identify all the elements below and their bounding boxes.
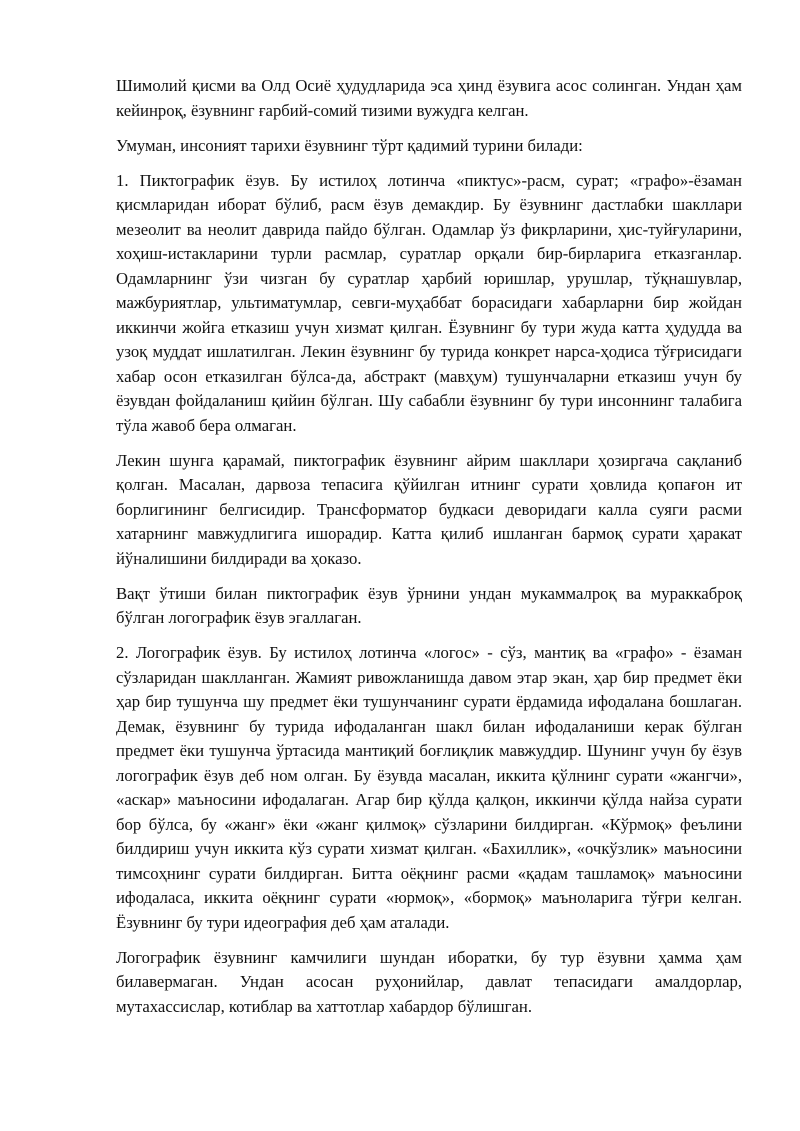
paragraph-logographic: 2. Логографик ёзув. Бу истилоҳ лотинча «логос» - сўз, мантиқ ва «графо» - ёзаман сўзларидан шаклланган. Жамият ривожланишда давом этар экан, ҳар бир предмет ёки ҳар бир тушунча шу предмет ёки тушунчанинг сурати ёрдамида ифодалана бошлаган. Демак, ёзувнинг бу турида ифодаланган шакл билан ифодаланиши керак бўлган предмет ёки тушунча ўртасида мантиқий боғлиқлик мавжуддир. Шунинг учун бу ёзув логографик ёзув деб ном олган. Бу ёзувда масалан, иккита қўлнинг сурати «жангчи», «аскар» маъносини ифодалаган. Агар бир қўлда қалқон, иккинчи қўлда найза сурати бор бўлса, бу «жанг» ёки «жанг қилмоқ» сўзларини билдирган. «Кўрмоқ» феълини билдириш учун иккита кўз сурати хизмат қилган. «Бахиллик», «очкўзлик» маъносини тимсоҳнинг сурати билдирган. Битта оёқнинг расми «қадам ташламоқ» маъносини ифодаласа, иккита оёқнинг сурати «юрмоқ», «бормоқ» маъноларига тўғри келган. Ёзувнинг бу тури идеография деб ҳам аталади. [116, 643, 742, 932]
document-body [116, 74, 742, 1030]
paragraph-logographic-drawback: Логографик ёзувнинг камчилиги шундан иборатки, бу тур ёзувни ҳамма ҳам билавермаган. Ундан асосан руҳонийлар, давлат тепасидаги амалдорлар, мутахассислар, котиблар ва хаттотлар хабардор бўлишган. [116, 947, 742, 1016]
paragraph-pictographic: 1. Пиктографик ёзув. Бу истилоҳ лотинча «пиктус»-расм, сурат; «графо»-ёзаман қисмларидан иборат бўлиб, расм ёзув демакдир. Бу ёзувнинг дастлабки шакллари мезеолит ва неолит даврида пайдо бўлган. Одамлар ўз фикрларини, ҳис-туйғуларини, хоҳиш-истакларини турли расмлар, суратлар орқали бир-бирларига етказганлар. Одамларнинг ўзи чизган бу суратлар ҳарбий юришлар, урушлар, тўқнашувлар, мажбуриятлар, ультиматумлар, севги-муҳаббат борасидаги хабарларни бир жойдан иккинчи жойга етказиш учун хизмат қилган. Ёзувнинг бу тури жуда катта ҳудудда ва узоқ муддат ишлатилган. Лекин ёзувнинг бу турида конкрет нарса-ҳодиса тўғрисидаги хабар осон етказилган бўлса-да, абстракт (мавҳум) тушунчаларни етказиш учун бу ёзувдан фойдаланиш қийин бўлган. Шу сабабли ёзувнинг бу тури инсоннинг талабига тўла жавоб бера олмаган. [116, 170, 742, 435]
paragraph-pictographic-remnants: Лекин шунга қарамай, пиктографик ёзувнинг айрим шакллари ҳозиргача сақланиб қолган. Масалан, дарвоза тепасига қўйилган итнинг сурати ҳовлида қопағон ит борлигининг белгисидир. Трансформатор будкаси деворидаги калла суяги расми хатарнинг мавжудлигига ишорадир. Катта қилиб ишланган бармоқ сурати ҳаракат йўналишини билдиради ва ҳоказо. [116, 450, 742, 568]
paragraph-intro-continuation: Шимолий қисми ва Олд Осиё ҳудудларида эса ҳинд ёзувига асос солинган. Ундан ҳам кейинроқ, ёзувнинг ғарбий-сомий тизими вужудга келган. [116, 76, 742, 120]
paragraph-transition: Вақт ўтиши билан пиктографик ёзув ўрнини ундан мукаммалроқ ва мураккаброқ бўлган логографик ёзув эгаллаган. [116, 583, 742, 627]
paragraph-four-types: Умуман, инсоният тарихи ёзувнинг тўрт қадимий турини билади: [116, 135, 583, 155]
